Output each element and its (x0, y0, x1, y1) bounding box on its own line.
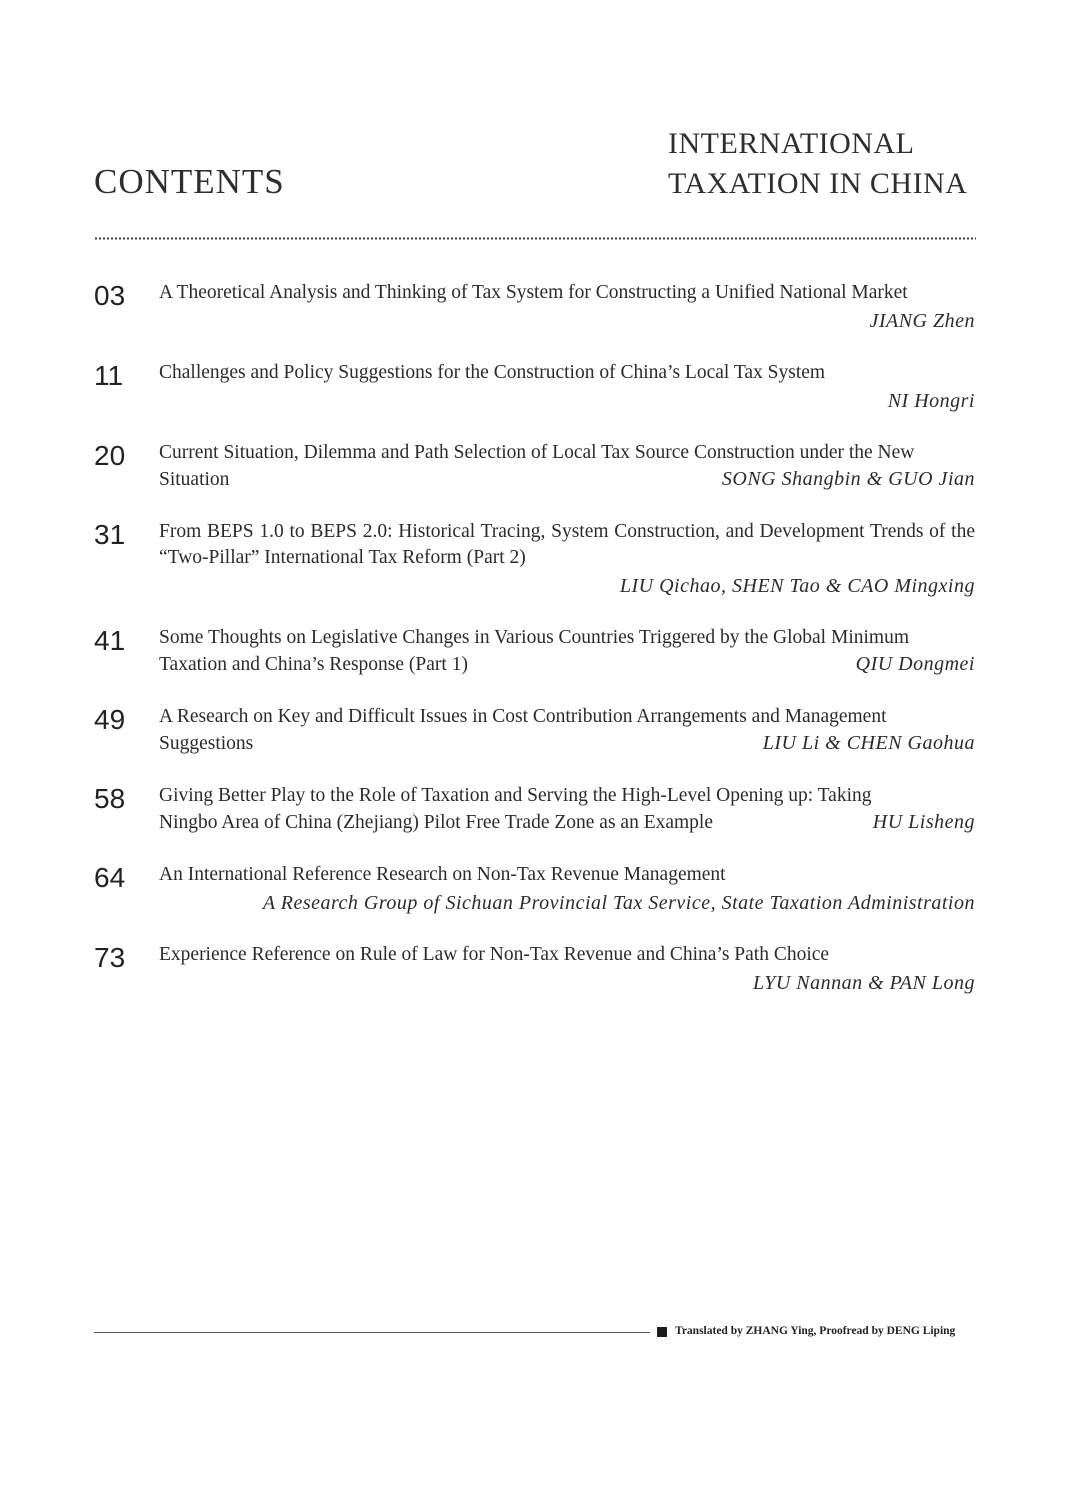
article-author: LIU Qichao, SHEN Tao & CAO Mingxing (619, 575, 975, 597)
page-number: 41 (94, 625, 126, 656)
article-title: An International Reference Research on Non-Tax Revenue Management (159, 864, 726, 885)
page-number: 73 (94, 942, 126, 973)
contents-entry[interactable] (94, 625, 975, 678)
journal-title-line1: INTERNATIONAL (668, 127, 915, 160)
page-number: 49 (94, 704, 126, 735)
page-number: 11 (94, 360, 124, 391)
page-header (94, 120, 974, 200)
article-title-line1: A Research on Key and Difficult Issues in Cost Contribution Arrangements and Management (159, 706, 887, 727)
contents-heading: CONTENTS (94, 162, 285, 201)
contents-entry[interactable] (94, 280, 975, 334)
article-author: QIU Dongmei (855, 653, 975, 675)
contents-entry[interactable] (94, 942, 975, 996)
contents-list (94, 280, 975, 996)
article-title-line2: Ningbo Area of China (Zhejiang) Pilot Free Trade Zone as an Example (159, 812, 713, 833)
article-author: A Research Group of Sichuan Provincial Tax Service, State Taxation Administration (262, 892, 975, 914)
article-author: NI Hongri (887, 390, 975, 412)
square-bullet-icon (657, 1327, 667, 1337)
article-title: Experience Reference on Rule of Law for Non-Tax Revenue and China’s Path Choice (159, 944, 830, 965)
contents-entry[interactable] (94, 360, 975, 414)
article-author: LYU Nannan & PAN Long (752, 972, 975, 994)
contents-entry[interactable] (94, 783, 975, 836)
article-title-line2: Situation (159, 469, 230, 490)
contents-entry[interactable] (94, 862, 975, 916)
article-author: JIANG Zhen (869, 310, 975, 332)
article-author: LIU Li & CHEN Gaohua (762, 732, 975, 754)
article-title-line2: Taxation and China’s Response (Part 1) (159, 654, 468, 675)
article-author: HU Lisheng (872, 811, 975, 833)
footer-rule (94, 1332, 650, 1333)
article-title: From BEPS 1.0 to BEPS 2.0: Historical Tracing, System Construction, and Development Trends of the “Two-Pillar” International Tax Reform (Part 2) (159, 521, 975, 568)
page-number: 31 (94, 519, 126, 550)
journal-title (668, 124, 967, 204)
article-title-line2: Suggestions (159, 733, 254, 754)
contents-entry[interactable] (94, 704, 975, 757)
page-number: 20 (94, 440, 126, 471)
contents-entry[interactable] (94, 440, 975, 493)
article-title-line1: Giving Better Play to the Role of Taxation and Serving the High-Level Opening up: Taking (159, 785, 872, 806)
article-title: A Theoretical Analysis and Thinking of Tax System for Constructing a Unified National Market (159, 282, 908, 303)
contents-entry[interactable] (94, 519, 975, 599)
article-author: SONG Shangbin & GUO Jian (721, 468, 975, 490)
translator-credit: Translated by ZHANG Ying, Proofread by DENG Liping (675, 1325, 956, 1337)
journal-title-line2: TAXATION IN CHINA (668, 167, 968, 200)
dotted-divider (94, 237, 976, 240)
article-title: Challenges and Policy Suggestions for the Construction of China’s Local Tax System (159, 362, 826, 383)
article-title-line1: Current Situation, Dilemma and Path Selection of Local Tax Source Construction under the New (159, 442, 915, 463)
article-title-line1: Some Thoughts on Legislative Changes in Various Countries Triggered by the Global Minimum (159, 627, 909, 648)
page-number: 64 (94, 862, 126, 893)
page-number: 03 (94, 280, 126, 311)
page-number: 58 (94, 783, 126, 814)
